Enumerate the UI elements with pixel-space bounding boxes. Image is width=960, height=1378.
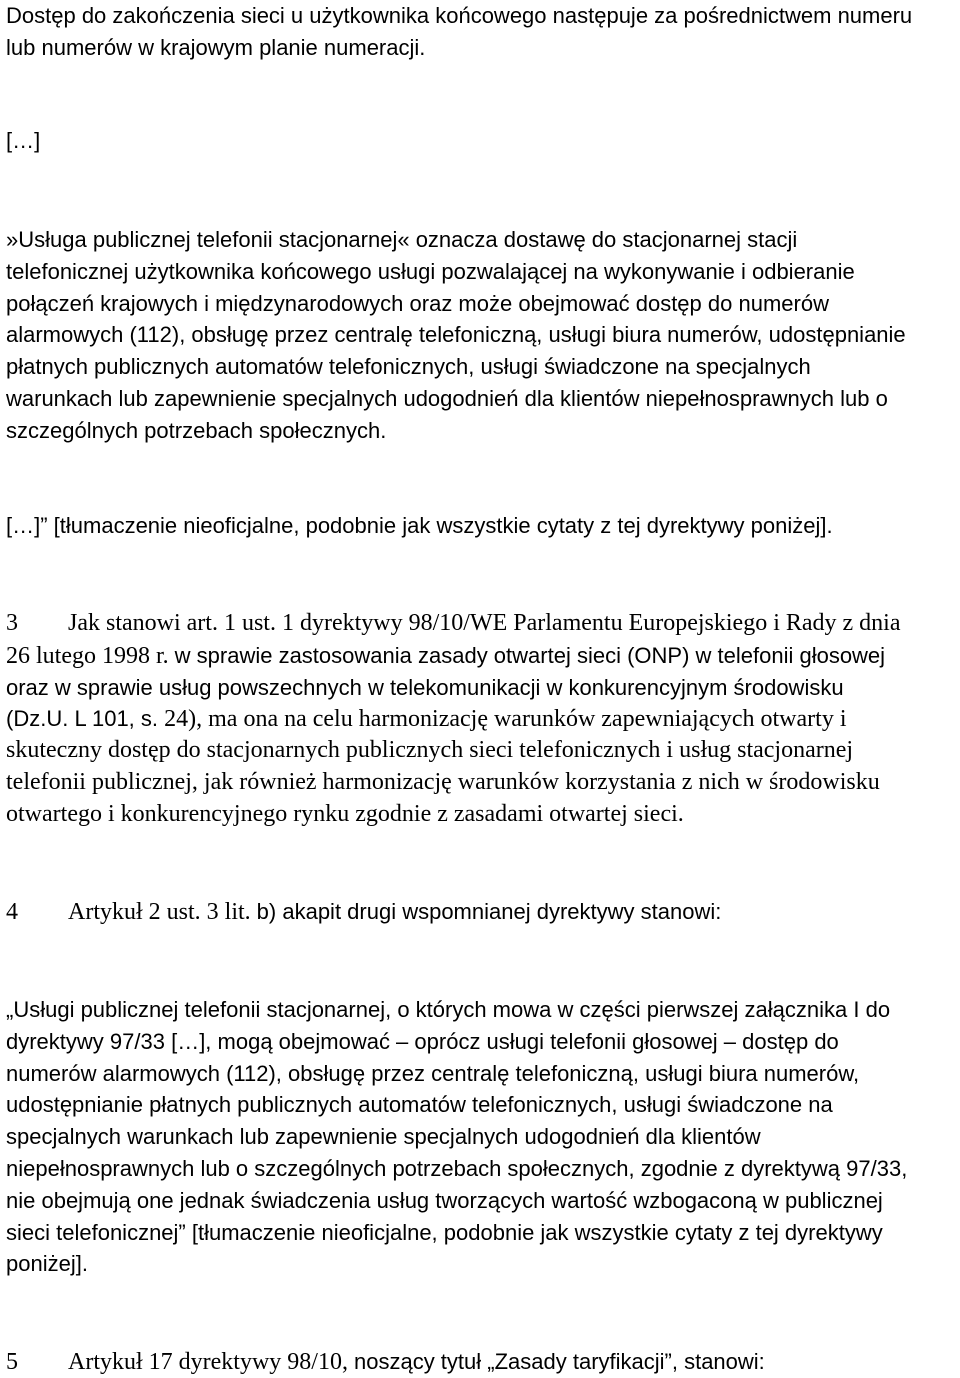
definition-line: połączeń krajowych i międzynarodowych oraz może obejmować dostęp do numerów — [6, 290, 829, 316]
text-segment: Artykuł 2 ust. 3 lit. — [68, 899, 257, 925]
definition-paragraph — [6, 224, 956, 447]
definition-line: szczególnych potrzebach społecznych. — [6, 417, 387, 443]
footnote-3 — [6, 608, 956, 831]
footnote-line — [6, 735, 956, 767]
translation-note — [6, 510, 956, 542]
text-segment: (Dz.U. L 101, s. — [6, 706, 165, 732]
footnote-line — [6, 672, 956, 704]
definition-line: telefonicznej użytkownika końcowego usługi pozwalającej na wykonywanie i odbieranie — [6, 258, 855, 284]
translation-note-line: […]” [tłumaczenie nieoficjalne, podobnie jak wszystkie cytaty z tej dyrektywy poniżej]. — [6, 513, 833, 538]
footnote-line — [6, 767, 956, 799]
text-segment: b) akapit drugi wspomnianej dyrektywy stanowi: — [256, 899, 722, 924]
quotation-line: dyrektywy 97/33 […], mogą obejmować – oprócz usługi telefonii głosowej – dostęp do — [6, 1028, 839, 1054]
footnote-line — [6, 608, 956, 640]
definition-line: alarmowych (112), obsługę przez centralę telefoniczną, usługi biura numerów, udostępnianie — [6, 322, 906, 348]
definition-line: »Usługa publicznej telefonii stacjonarnej« oznacza dostawę do stacjonarnej stacji — [6, 227, 798, 252]
footnote-number: 4 — [6, 899, 18, 925]
text-segment: noszący tytuł „Zasady taryfikacji”, stanowi: — [353, 1349, 765, 1374]
text-segment: Artykuł 17 dyrektywy 98/10, — [68, 1349, 354, 1375]
quotation-paragraph — [6, 994, 956, 1280]
text-segment: oraz w sprawie usług powszechnych w telekomunikacji w konkurencyjnym środowisku — [6, 674, 844, 700]
quotation-line: „Usługi publicznej telefonii stacjonarnej, o których mowa w części pierwszej załącznika I do — [6, 997, 891, 1022]
definition-line: płatnych publicznych automatów telefonicznych, usługi świadczone na specjalnych — [6, 354, 811, 380]
footnote-5 — [6, 1347, 956, 1377]
footnote-line — [6, 703, 956, 735]
omission-marker — [6, 125, 956, 157]
quotation-line: numerów alarmowych (112), obsługę przez centralę telefoniczną, usługi biura numerów, — [6, 1060, 860, 1086]
text-segment: 24), ma ona na celu harmonizację warunków zapewniających otwarty i — [164, 706, 847, 733]
text-segment: telefonii publicznej, jak również harmonizację warunków korzystania z nich w środowisku — [6, 768, 880, 795]
text-segment: Jak stanowi art. 1 ust. 1 dyrektywy 98/10/WE Parlamentu Europejskiego i Rady z dnia — [68, 610, 901, 636]
quotation-line: udostępnianie płatnych publicznych automatów telefonicznych, usługi świadczone na — [6, 1092, 833, 1118]
quotation-line: specjalnych warunkach lub zapewnienie specjalnych udogodnień dla klientów — [6, 1124, 761, 1150]
text-segment: otwartego i konkurencyjnego rynku zgodnie z zasadami otwartej sieci. — [6, 800, 684, 827]
footnote-4 — [6, 896, 956, 928]
intro-line: lub numerów w krajowym planie numeracji. — [6, 34, 426, 60]
quotation-line: nie obejmują one jednak świadczenia usług tworzących wartość wzbogaconą w publicznej — [6, 1187, 883, 1213]
omission-line: […] — [6, 128, 41, 153]
quotation-line: niepełnosprawnych lub o szczególnych potrzebach społecznych, zgodnie z dyrektywą 97/33, — [6, 1155, 908, 1181]
text-segment: w sprawie zastosowania zasady otwartej sieci (ONP) w telefonii głosowej — [174, 642, 886, 668]
footnote-line — [6, 1347, 956, 1377]
text-segment: 26 lutego 1998 r. — [6, 642, 175, 669]
footnote-line — [6, 640, 956, 672]
intro-paragraph — [6, 0, 956, 64]
text-segment: skuteczny dostęp do stacjonarnych publicznych sieci telefonicznych i usług stacjonarnej — [6, 737, 854, 764]
footnote-line — [6, 799, 956, 831]
footnote-number: 5 — [6, 1349, 18, 1375]
intro-line: Dostęp do zakończenia sieci u użytkownika końcowego następuje za pośrednictwem numeru — [6, 3, 913, 28]
definition-line: warunkach lub zapewnienie specjalnych udogodnień dla klientów niepełnosprawnych lub o — [6, 385, 888, 411]
footnote-line — [6, 896, 956, 928]
quotation-line: sieci telefonicznej” [tłumaczenie nieoficjalne, podobnie jak wszystkie cytaty z tej dyrektywy — [6, 1219, 883, 1245]
quotation-line: poniżej]. — [6, 1251, 88, 1277]
footnote-number: 3 — [6, 610, 18, 636]
